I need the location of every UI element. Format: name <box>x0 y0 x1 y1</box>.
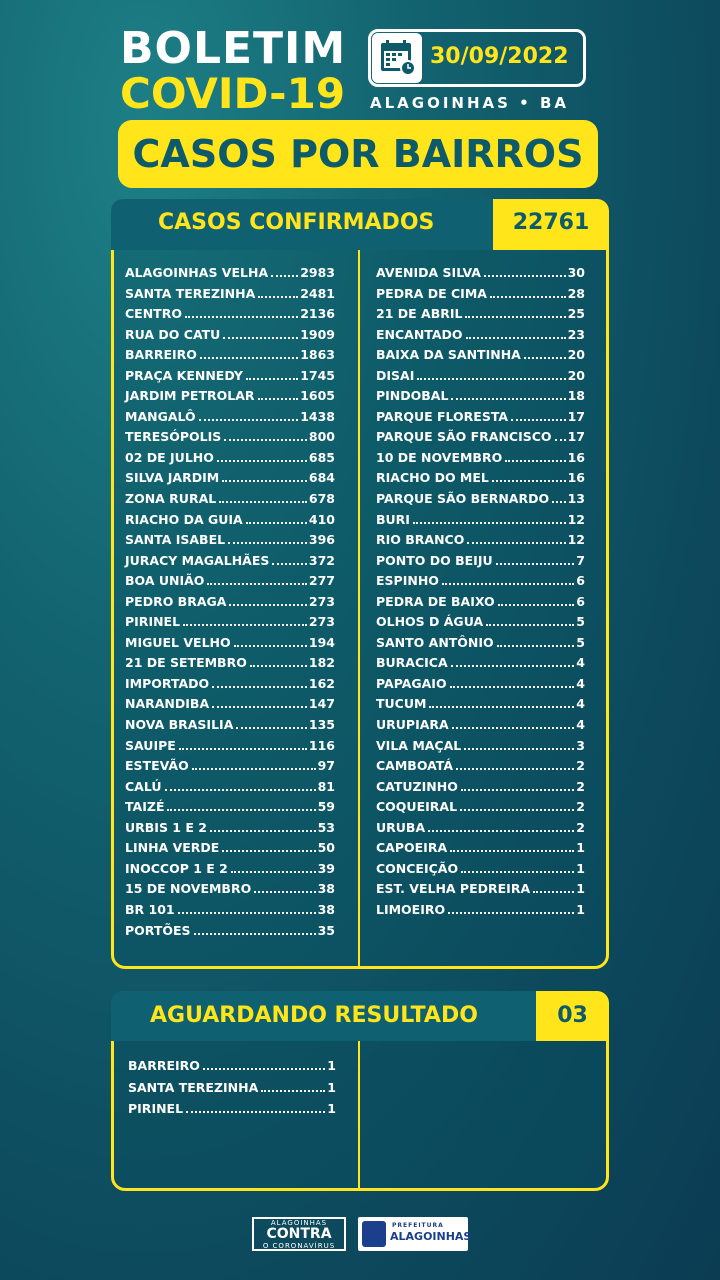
list-item: NOVA BRASILIA 135 <box>125 717 335 733</box>
campaign-logo-main: CONTRA <box>266 1226 332 1242</box>
list-item: PIRINEL 273 <box>125 614 335 630</box>
confirmed-total: 22761 <box>512 210 590 235</box>
location-label: ALAGOINHAS • BA <box>370 94 570 112</box>
list-item: CENTRO 2136 <box>125 306 335 322</box>
list-item: SAUIPE 116 <box>125 737 335 753</box>
list-item: TERESÓPOLIS 800 <box>125 429 335 445</box>
list-item: PONTO DO BEIJU 7 <box>376 552 585 568</box>
list-item: PEDRO BRAGA 273 <box>125 593 335 609</box>
city-crest-icon <box>362 1221 386 1247</box>
prefeitura-name: ALAGOINHAS <box>390 1230 472 1243</box>
list-item: PEDRA DE BAIXO 6 <box>376 593 585 609</box>
list-item: INOCCOP 1 E 2 39 <box>125 860 335 876</box>
list-item: SANTA TEREZINHA 1 <box>128 1079 336 1095</box>
list-item: CONCEIÇÃO 1 <box>376 860 585 876</box>
list-item: ESPINHO 6 <box>376 573 585 589</box>
list-item: NARANDIBA 147 <box>125 696 335 712</box>
awaiting-heading: AGUARDANDO RESULTADO <box>150 1003 478 1028</box>
list-item: JURACY MAGALHÃES 372 <box>125 552 335 568</box>
list-item: RIO BRANCO 12 <box>376 532 585 548</box>
list-item: 21 DE SETEMBRO 182 <box>125 655 335 671</box>
list-item: BARREIRO 1863 <box>125 347 335 363</box>
list-item: TAIZÉ 59 <box>125 799 335 815</box>
list-item: TUCUM 4 <box>376 696 585 712</box>
list-item: RUA DO CATU 1909 <box>125 326 335 342</box>
list-item: ENCANTADO 23 <box>376 326 585 342</box>
list-item: 15 DE NOVEMBRO 38 <box>125 881 335 897</box>
list-item: BOA UNIÃO 277 <box>125 573 335 589</box>
confirmed-list-left <box>125 265 335 943</box>
list-item: RIACHO DA GUIA 410 <box>125 511 335 527</box>
awaiting-total: 03 <box>557 1003 588 1028</box>
list-item: 02 DE JULHO 685 <box>125 449 335 465</box>
list-item: 10 DE NOVEMBRO 16 <box>376 449 585 465</box>
list-item: BAIXA DA SANTINHA 20 <box>376 347 585 363</box>
column-divider <box>358 250 360 967</box>
list-item: RIACHO DO MEL 16 <box>376 470 585 486</box>
list-item: OLHOS D ÁGUA 5 <box>376 614 585 630</box>
list-item: MANGALÔ 1438 <box>125 408 335 424</box>
list-item: PINDOBAL 18 <box>376 388 585 404</box>
list-item: PORTÕES 35 <box>125 922 335 938</box>
awaiting-list <box>128 1058 336 1123</box>
list-item: PARQUE SÃO BERNARDO 13 <box>376 491 585 507</box>
list-item: 21 DE ABRIL 25 <box>376 306 585 322</box>
list-item: BARREIRO 1 <box>128 1058 336 1073</box>
bulletin-date: 30/09/2022 <box>430 44 569 69</box>
campaign-logo-top: ALAGOINHAS <box>270 1219 328 1227</box>
calendar-icon <box>372 33 422 83</box>
list-item: ESTEVÃO 97 <box>125 758 335 774</box>
list-item: MIGUEL VELHO 194 <box>125 634 335 650</box>
list-item: ZONA RURAL 678 <box>125 491 335 507</box>
list-item: PRAÇA KENNEDY 1745 <box>125 367 335 383</box>
list-item: BR 101 38 <box>125 901 335 917</box>
list-item: LINHA VERDE 50 <box>125 840 335 856</box>
bulletin-subtitle: COVID-19 <box>120 69 346 118</box>
list-item: DISAI 20 <box>376 367 585 383</box>
list-item: URUBA 2 <box>376 819 585 835</box>
list-item: JARDIM PETROLAR 1605 <box>125 388 335 404</box>
list-item: SANTA TEREZINHA 2481 <box>125 285 335 301</box>
list-item: SILVA JARDIM 684 <box>125 470 335 486</box>
list-item: PARQUE SÃO FRANCISCO 17 <box>376 429 585 445</box>
list-item: BURACICA 4 <box>376 655 585 671</box>
list-item: IMPORTADO 162 <box>125 675 335 691</box>
column-divider <box>358 1041 360 1189</box>
list-item: PIRINEL 1 <box>128 1101 336 1116</box>
list-item: VILA MAÇAL 3 <box>376 737 585 753</box>
list-item: CALÚ 81 <box>125 778 335 794</box>
list-item: AVENIDA SILVA 30 <box>376 265 585 280</box>
campaign-logo-bottom: O CORONAVÍRUS <box>262 1242 336 1250</box>
list-item: SANTO ANTÔNIO 5 <box>376 634 585 650</box>
list-item: EST. VELHA PEDREIRA 1 <box>376 881 585 897</box>
confirmed-heading: CASOS CONFIRMADOS <box>158 210 435 235</box>
list-item: BURI 12 <box>376 511 585 527</box>
list-item: CATUZINHO 2 <box>376 778 585 794</box>
list-item: LIMOEIRO 1 <box>376 901 585 917</box>
list-item: ALAGOINHAS VELHA 2983 <box>125 265 335 280</box>
list-item: CAPOEIRA 1 <box>376 840 585 856</box>
list-item: SANTA ISABEL 396 <box>125 532 335 548</box>
list-item: PEDRA DE CIMA 28 <box>376 285 585 301</box>
confirmed-list-right <box>376 265 585 923</box>
list-item: URBIS 1 E 2 53 <box>125 819 335 835</box>
list-item: URUPIARA 4 <box>376 717 585 733</box>
bulletin-title: BOLETIM <box>120 23 347 74</box>
list-item: COQUEIRAL 2 <box>376 799 585 815</box>
prefeitura-label: PREFEITURA <box>392 1222 444 1229</box>
banner-title: CASOS POR BAIRROS <box>132 132 584 176</box>
list-item: PARQUE FLORESTA 17 <box>376 408 585 424</box>
campaign-logo <box>252 1217 346 1251</box>
list-item: CAMBOATÁ 2 <box>376 758 585 774</box>
list-item: PAPAGAIO 4 <box>376 675 585 691</box>
